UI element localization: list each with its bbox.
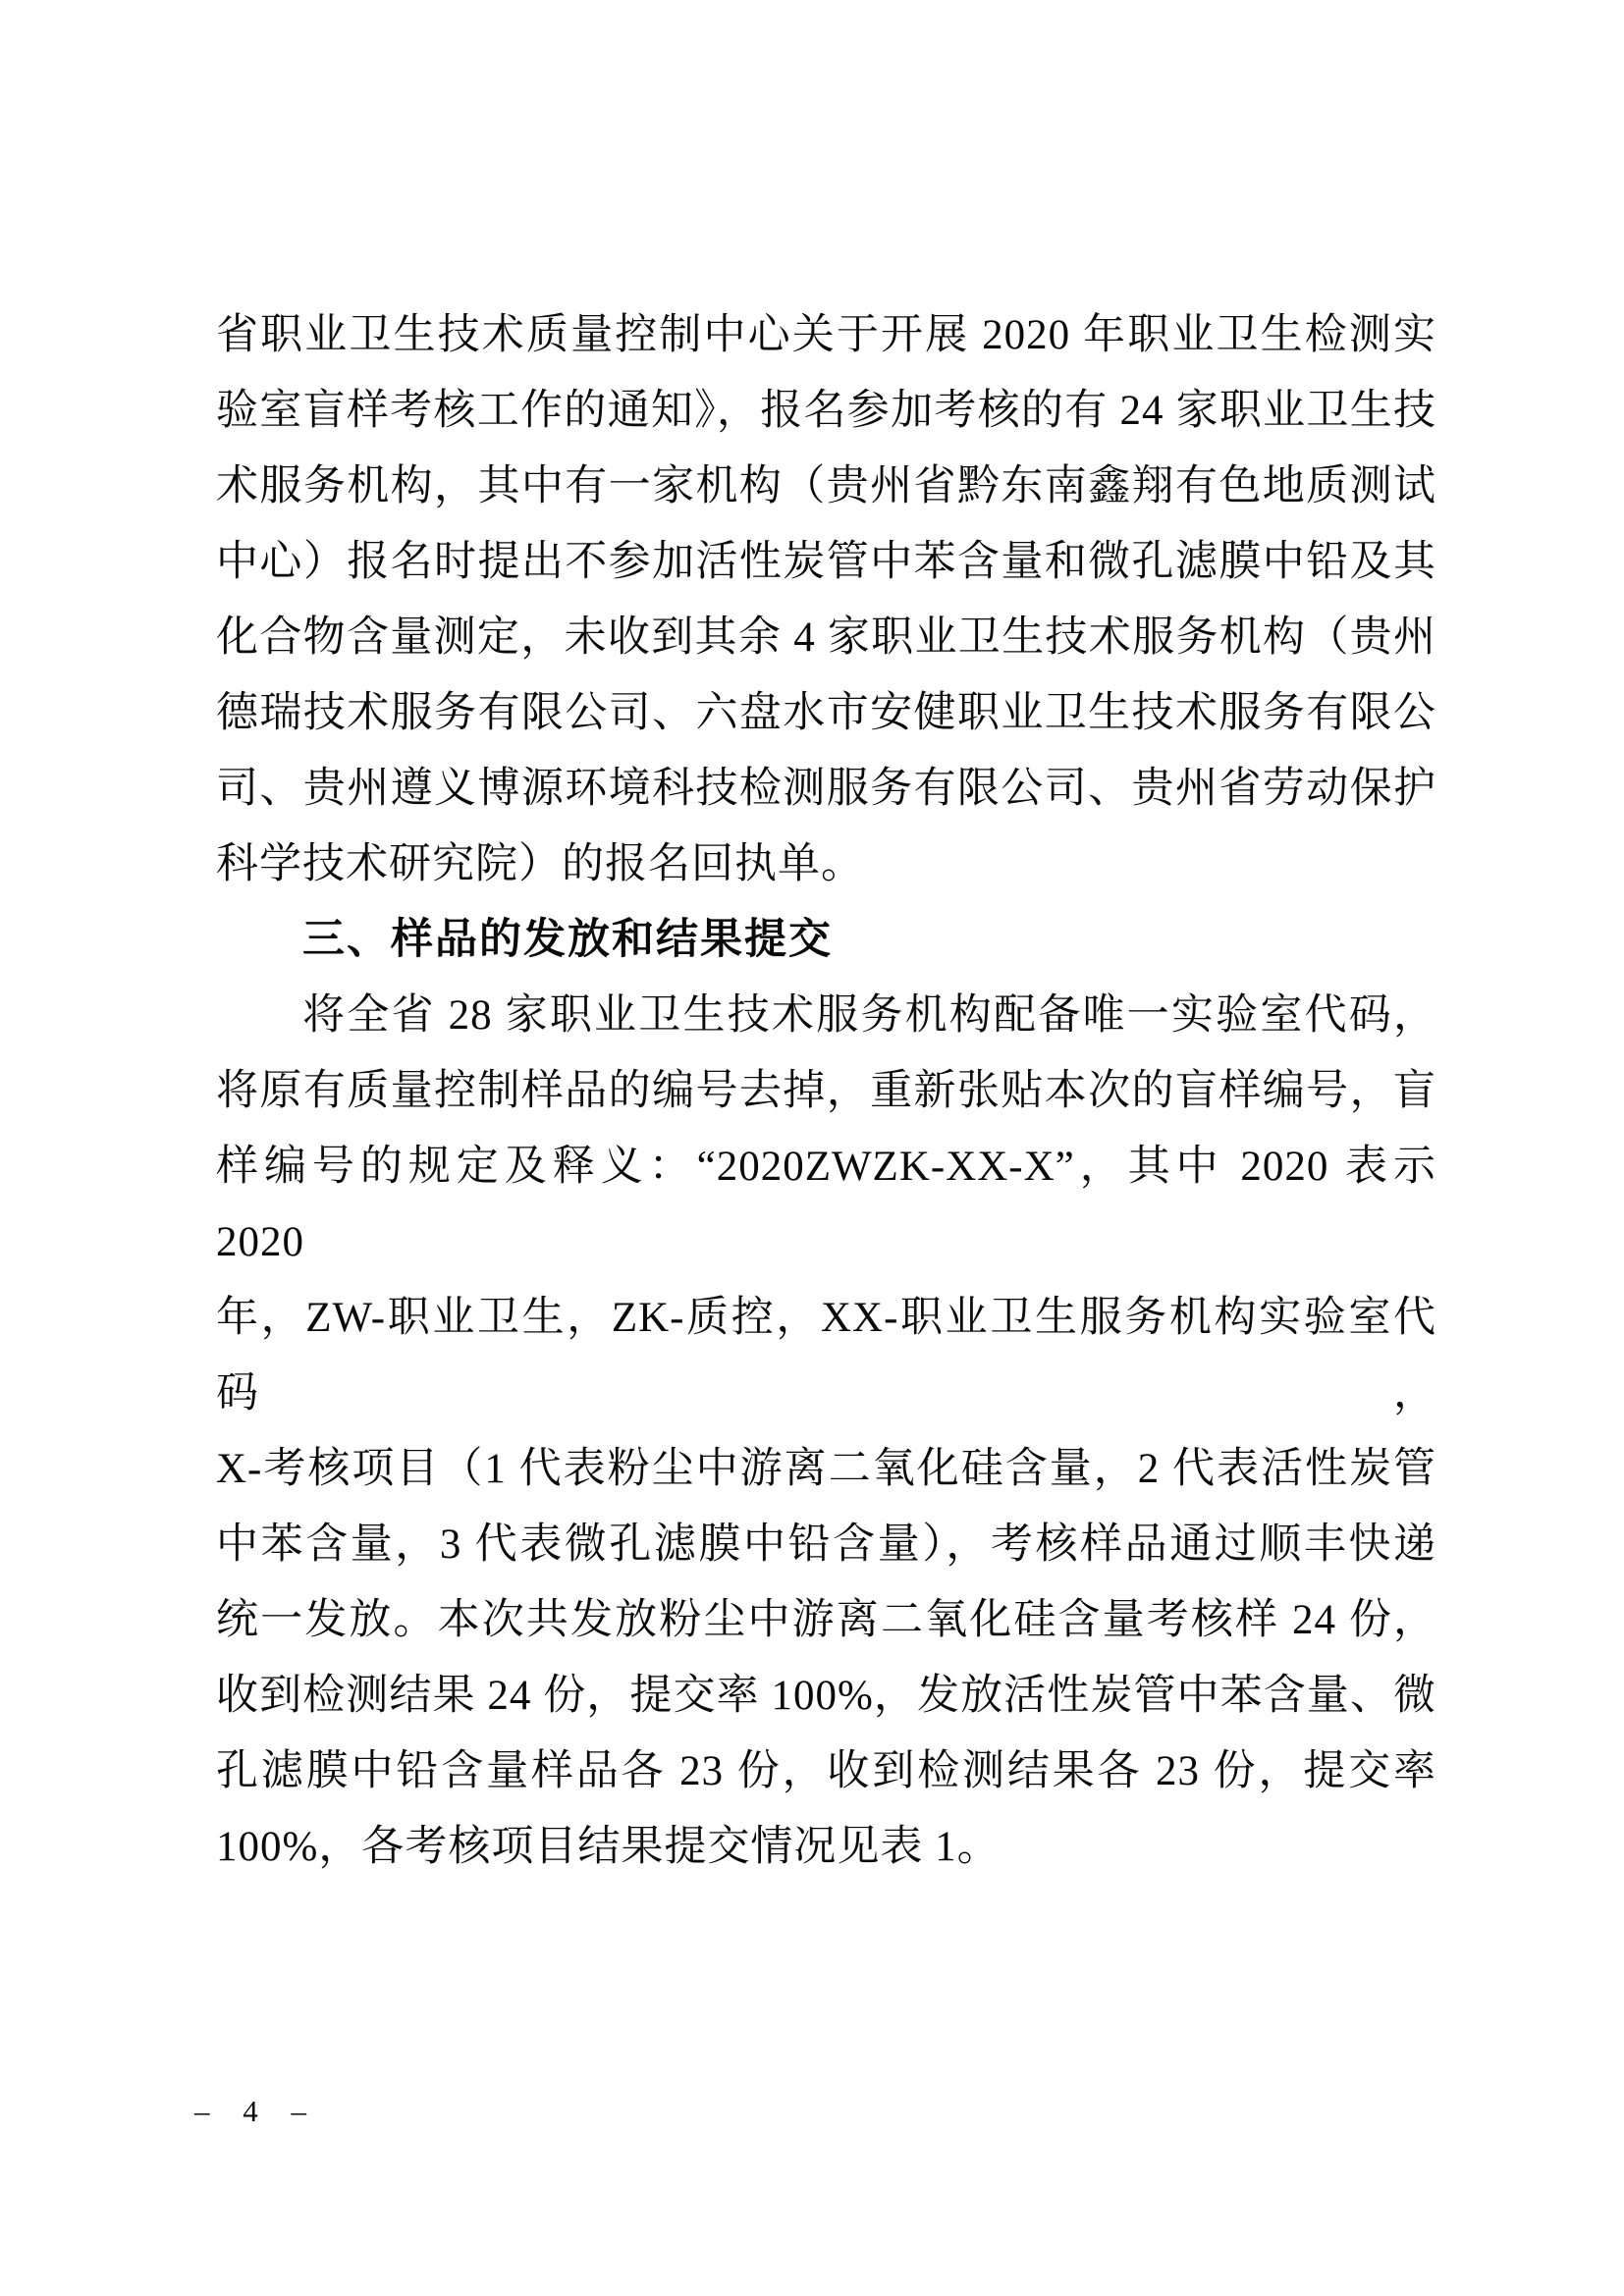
body-line: 化合物含量测定，未收到其余 4 家职业卫生技术服务机构（贵州 <box>216 614 1436 661</box>
page-number: – 4 – <box>194 2094 316 2128</box>
body-line: 收到检测结果 24 份，提交率 100%，发放活性炭管中苯含量、微 <box>216 1673 1436 1719</box>
body-line: 验室盲样考核工作的通知》，报名参加考核的有 24 家职业卫生技 <box>216 388 1436 434</box>
body-line: 将全省 28 家职业卫生技术服务机构配备唯一实验室代码， <box>302 992 1436 1039</box>
body-line: 孔滤膜中铅含量样品各 23 份，收到检测结果各 23 份，提交率 <box>216 1748 1436 1794</box>
page-footer <box>194 2089 316 2134</box>
body-line: 将原有质量控制样品的编号去掉，重新张贴本次的盲样编号，盲 <box>216 1068 1436 1114</box>
body-line: 统一发放。本次共发放粉尘中游离二氧化硅含量考核样 24 份， <box>216 1597 1436 1643</box>
body-line: 中心）报名时提出不参加活性炭管中苯含量和微孔滤膜中铅及其 <box>216 539 1436 585</box>
body-line: 德瑞技术服务有限公司、六盘水市安健职业卫生技术服务有限公 <box>216 690 1436 736</box>
body-line: X-考核项目（1 代表粉尘中游离二氧化硅含量，2 代表活性炭管 <box>216 1446 1436 1492</box>
body-line: 术服务机构，其中有一家机构（贵州省黔东南鑫翔有色地质测试 <box>216 463 1436 509</box>
body-line: 中苯含量，3 代表微孔滤膜中铅含量），考核样品通过顺丰快递 <box>216 1522 1436 1568</box>
body-line: 省职业卫生技术质量控制中心关于开展 2020 年职业卫生检测实 <box>216 312 1436 358</box>
body-line: 司、贵州遵义博源环境科技检测服务有限公司、贵州省劳动保护 <box>216 766 1436 812</box>
body-line: 科学技术研究院）的报名回执单。 <box>216 841 864 887</box>
section-heading: 三、样品的发放和结果提交 <box>302 916 833 963</box>
document-body <box>216 297 1436 1885</box>
body-line: 样编号的规定及释义：“2020ZWZK-XX-X”，其中 2020 表示 2020 <box>216 1144 1436 1265</box>
body-line: 年，ZW-职业卫生，ZK-质控，XX-职业卫生服务机构实验室代码， <box>216 1295 1436 1416</box>
body-line: 100%，各考核项目结果提交情况见表 1。 <box>216 1824 1001 1870</box>
